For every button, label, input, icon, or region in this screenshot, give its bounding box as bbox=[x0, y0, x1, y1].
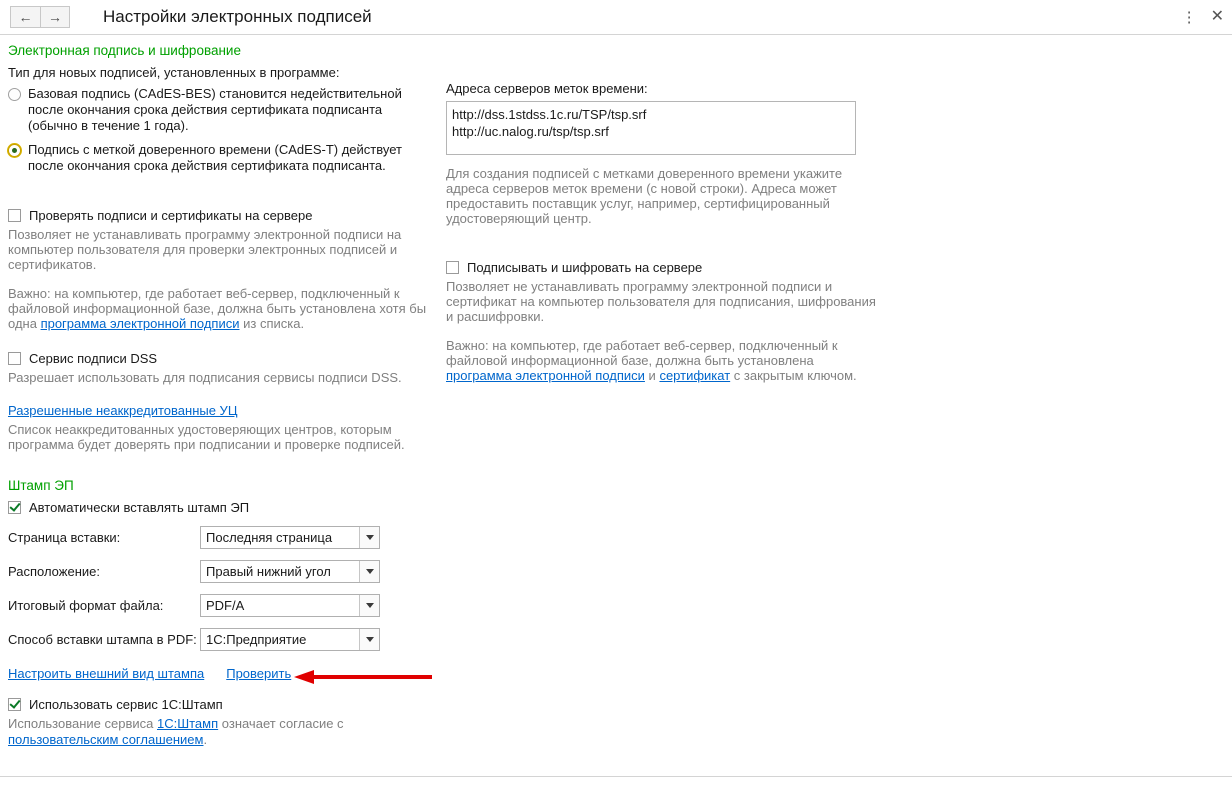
stamp-section bbox=[8, 478, 433, 748]
dropdown-insert-page[interactable] bbox=[200, 526, 380, 549]
dropdown-position[interactable] bbox=[200, 560, 380, 583]
window-titlebar bbox=[0, 0, 1232, 35]
value-file-format: PDF/A bbox=[206, 598, 245, 613]
back-button[interactable] bbox=[10, 6, 40, 28]
titlebar-controls bbox=[1182, 0, 1224, 34]
radio-label-cades-t: Подпись с меткой доверенного времени (CAdES-T) действует после окончания срока действия сертификата подписанта. bbox=[28, 142, 402, 173]
section-title-signature: Электронная подпись и шифрование bbox=[8, 43, 241, 58]
chevron-down-icon-insert-method[interactable] bbox=[359, 629, 379, 650]
chevron-down-icon-file-format[interactable] bbox=[359, 595, 379, 616]
value-insert-method: 1С:Предприятие bbox=[206, 632, 307, 647]
hint-sign-on-server: Позволяет не устанавливать программу электронной подписи и сертификат на компьютер пользователя для подписания, шифрования и расшифровки. bbox=[446, 279, 876, 324]
checkbox-sign-on-server[interactable] bbox=[446, 261, 459, 274]
value-position: Правый нижний угол bbox=[206, 564, 331, 579]
right-column bbox=[446, 81, 876, 383]
chevron-down-icon-position[interactable] bbox=[359, 561, 379, 582]
checkbox-row-sign-on-server[interactable] bbox=[446, 260, 866, 275]
label-file-format: Итоговый формат файла: bbox=[8, 598, 164, 613]
checkbox-use-stamp-service[interactable] bbox=[8, 698, 21, 711]
page-title: Настройки электронных подписей bbox=[103, 7, 372, 26]
link-check-stamp[interactable]: Проверить bbox=[226, 666, 292, 681]
checkbox-label-dss: Сервис подписи DSS bbox=[29, 351, 158, 366]
hint-verify-on-server: Позволяет не устанавливать программу электронной подписи на компьютер пользователя для проверки электронных подписей и сертификатов. bbox=[8, 227, 402, 272]
hint-dss: Разрешает использовать для подписания сервисы подписи DSS. bbox=[8, 370, 402, 385]
section-title-stamp: Штамп ЭП bbox=[8, 478, 74, 493]
radio-label-cades-bes: Базовая подпись (CAdES-BES) становится недействительной после окончания срока действия сертификата подписанта (обычно в течение 1 года). bbox=[28, 86, 402, 133]
annotation-red-arrow bbox=[294, 670, 434, 684]
checkbox-row-dss[interactable] bbox=[8, 351, 433, 366]
red-arrow-head bbox=[294, 670, 314, 684]
hint-allowed-uc: Список неаккредитованных удостоверяющих центров, которым программа будет доверять при подписании и проверке подписей. bbox=[8, 422, 405, 452]
note-suffix-sign: с закрытым ключом. bbox=[730, 368, 857, 383]
checkbox-dss-service[interactable] bbox=[8, 352, 21, 365]
dropdown-file-format[interactable] bbox=[200, 594, 380, 617]
arrow-left-icon: ← bbox=[18, 9, 33, 25]
link-allowed-uc[interactable]: Разрешенные неаккредитованные УЦ bbox=[8, 403, 238, 418]
note-middle-sign: и bbox=[644, 368, 660, 383]
signature-type-label: Тип для новых подписей, установленных в программе: bbox=[8, 65, 340, 80]
left-column bbox=[8, 43, 433, 748]
radio-option-cades-t[interactable] bbox=[8, 142, 433, 174]
value-insert-page: Последняя страница bbox=[206, 530, 333, 545]
note-sign-on-server bbox=[446, 338, 878, 383]
link-certificate[interactable]: сертификат bbox=[659, 368, 731, 383]
kebab-menu-icon[interactable]: ⋮ bbox=[1181, 8, 1197, 26]
hint-timestamp-servers: Для создания подписей с метками доверенного времени укажите адреса серверов меток времени (с новой строки). Адреса может предоставить поставщик услуг, например, сертифицированный удостоверяющий центр. bbox=[446, 166, 843, 226]
field-row-insert-method bbox=[8, 628, 433, 651]
link-1c-stamp[interactable]: 1С:Штамп bbox=[156, 716, 219, 731]
checkbox-label-verify-on-server: Проверять подписи и сертификаты на сервере bbox=[29, 208, 313, 223]
radio-indicator-cades-bes[interactable] bbox=[8, 88, 21, 101]
forward-button[interactable] bbox=[40, 6, 70, 28]
note-prefix-sign: Важно: на компьютер, где работает веб-сервер, подключенный к файловой информационной базе, должна быть установлена bbox=[446, 338, 838, 368]
note-prefix-verify: Важно: на компьютер, где работает веб-сервер, подключенный к файловой информационной базе, должна быть установлена хотя бы одна bbox=[8, 286, 427, 331]
note-suffix-verify: из списка. bbox=[239, 316, 305, 331]
label-position: Расположение: bbox=[8, 564, 100, 579]
radio-option-cades-bes[interactable] bbox=[8, 86, 433, 134]
stamp-links-row bbox=[8, 666, 433, 681]
note-stamp-service bbox=[8, 716, 408, 748]
note-middle-stamp-service: означает согласие с bbox=[218, 716, 344, 731]
label-insert-page: Страница вставки: bbox=[8, 530, 121, 545]
settings-content bbox=[0, 35, 1232, 776]
label-insert-method: Способ вставки штампа в PDF: bbox=[8, 632, 197, 647]
textarea-timestamp-servers[interactable] bbox=[446, 101, 856, 155]
dropdown-insert-method[interactable] bbox=[200, 628, 380, 651]
chevron-down-icon-insert-page[interactable] bbox=[359, 527, 379, 548]
radio-indicator-cades-t[interactable] bbox=[8, 144, 21, 157]
red-arrow-shaft bbox=[312, 675, 432, 679]
field-row-insert-page bbox=[8, 526, 433, 549]
link-signature-program-right[interactable]: программа электронной подписи bbox=[446, 368, 645, 383]
window-bottom-bar bbox=[0, 776, 1232, 799]
note-suffix-stamp-service: . bbox=[203, 732, 208, 747]
close-icon[interactable]: ✕ bbox=[1210, 8, 1224, 25]
checkbox-row-verify-on-server[interactable] bbox=[8, 208, 433, 223]
note-verify-on-server bbox=[8, 286, 428, 331]
checkbox-auto-insert-stamp[interactable] bbox=[8, 501, 21, 514]
link-user-agreement[interactable]: пользовательским соглашением bbox=[8, 732, 204, 747]
note-prefix-stamp-service: Использование сервиса bbox=[8, 716, 157, 731]
checkbox-label-use-stamp-service: Использовать сервис 1С:Штамп bbox=[29, 697, 223, 712]
navigation-buttons bbox=[10, 6, 70, 28]
checkbox-label-auto-insert-stamp: Автоматически вставлять штамп ЭП bbox=[29, 500, 250, 515]
checkbox-label-sign-on-server: Подписывать и шифровать на сервере bbox=[467, 260, 703, 275]
checkbox-row-use-stamp-service[interactable] bbox=[8, 697, 433, 712]
checkbox-verify-on-server[interactable] bbox=[8, 209, 21, 222]
link-setup-stamp-appearance[interactable]: Настроить внешний вид штампа bbox=[8, 666, 205, 681]
link-signature-program-left[interactable]: программа электронной подписи bbox=[40, 316, 240, 331]
field-row-position bbox=[8, 560, 433, 583]
checkbox-row-auto-stamp[interactable] bbox=[8, 500, 433, 515]
arrow-right-icon: → bbox=[48, 9, 62, 25]
field-row-file-format bbox=[8, 594, 433, 617]
label-timestamp-servers: Адреса серверов меток времени: bbox=[446, 81, 648, 96]
